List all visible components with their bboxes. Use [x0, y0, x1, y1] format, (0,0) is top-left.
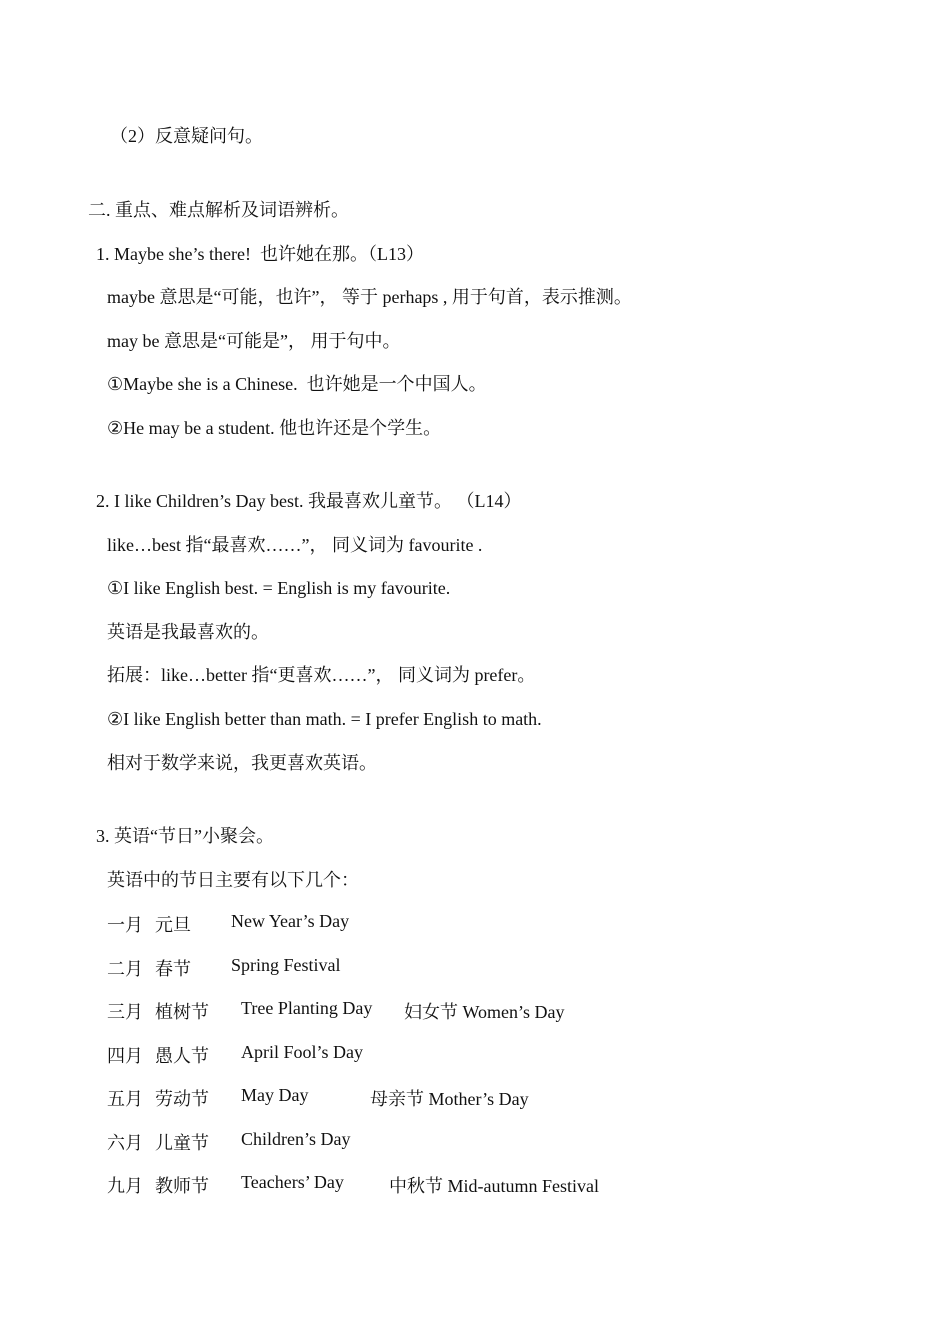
- point2-translation: 相对于数学来说，我更喜欢英语。: [107, 753, 377, 773]
- festival-extra: 妇女节 Women’s Day: [404, 1002, 565, 1022]
- point3-title: 3. 英语“节日”小聚会。: [96, 826, 274, 846]
- intro-line: （2）反意疑问句。: [110, 126, 263, 146]
- festival-extra: 母亲节 Mother’s Day: [370, 1089, 529, 1109]
- festival-cn: 教师节: [155, 1176, 209, 1196]
- point1-line: may be 意思是“可能是”， 用于句中。: [107, 331, 401, 351]
- festival-cn: 愚人节: [155, 1046, 209, 1066]
- festival-month: 三月: [107, 1002, 143, 1022]
- festival-month: 六月: [107, 1133, 143, 1153]
- festival-en: Spring Festival: [231, 955, 341, 975]
- point1-line: maybe 意思是“可能，也许”， 等于 perhaps , 用于句首，表示推测。: [107, 287, 632, 307]
- festival-cn: 元旦: [155, 915, 191, 935]
- festival-cn: 劳动节: [155, 1089, 209, 1109]
- festival-en: April Fool’s Day: [241, 1042, 364, 1062]
- point2-title: 2. I like Children’s Day best. 我最喜欢儿童节。 （L14）: [96, 491, 522, 511]
- point3-intro: 英语中的节日主要有以下几个：: [107, 870, 359, 890]
- festival-en: New Year’s Day: [231, 911, 350, 931]
- festival-month: 一月: [107, 915, 143, 935]
- festival-en: May Day: [241, 1085, 309, 1105]
- festival-month: 九月: [107, 1176, 143, 1196]
- section-heading: 二. 重点、难点解析及词语辨析。: [88, 200, 349, 220]
- point1-title: 1. Maybe she’s there! 也许她在那。（L13）: [96, 244, 424, 264]
- festival-extra: 中秋节 Mid-autumn Festival: [389, 1176, 599, 1196]
- point1-example: ②He may be a student. 他也许还是个学生。: [107, 418, 442, 438]
- festival-en: Children’s Day: [241, 1129, 351, 1149]
- festival-cn: 儿童节: [155, 1133, 209, 1153]
- point1-example: ①Maybe she is a Chinese. 也许她是一个中国人。: [107, 374, 487, 394]
- festival-en: Teachers’ Day: [241, 1172, 344, 1192]
- point2-example: ②I like English better than math. = I prefer English to math.: [107, 709, 542, 729]
- festival-cn: 植树节: [155, 1002, 209, 1022]
- point2-line: like…best 指“最喜欢……”， 同义词为 favourite .: [107, 535, 483, 555]
- point2-translation: 英语是我最喜欢的。: [107, 622, 269, 642]
- point2-example: ①I like English best. = English is my favourite.: [107, 578, 451, 598]
- festival-month: 二月: [107, 959, 143, 979]
- festival-en: Tree Planting Day: [241, 998, 373, 1018]
- festival-month: 五月: [107, 1089, 143, 1109]
- festival-month: 四月: [107, 1046, 143, 1066]
- point2-extension: 拓展：like…better 指“更喜欢……”， 同义词为 prefer。: [107, 665, 536, 685]
- festival-cn: 春节: [155, 959, 191, 979]
